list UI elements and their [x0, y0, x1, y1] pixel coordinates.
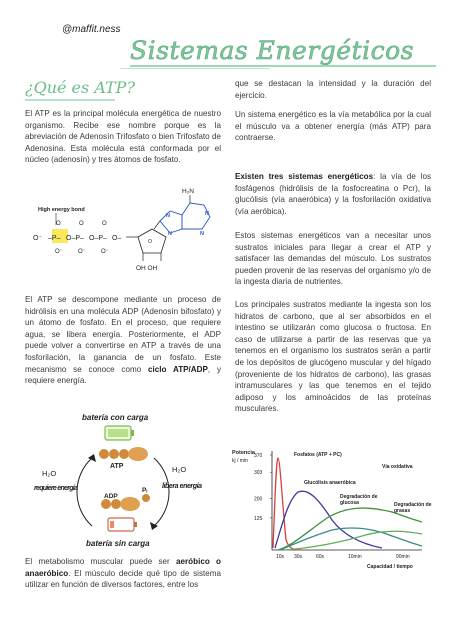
paragraph-substrates: Estos sistemas energéticos van a necesitar unos sustratos iniciales para llegar a crear el ATP y satisfacer las demandas del músculo. Los sustratos pueden provenir de las reservas del organismo y/o de la ingesta diaria de nutrientes.: [235, 231, 431, 287]
svg-text:O⁻: O⁻: [101, 249, 109, 255]
svg-text:O⁻: O⁻: [78, 249, 86, 255]
ribose-oh-labels: OH OH: [136, 265, 158, 272]
paragraph-intensity: que se destacan la intensidad y la duración del ejercicio.: [235, 79, 431, 100]
atp-adp-cycle-diagram: [30, 408, 220, 553]
svg-text:O⁻: O⁻: [55, 249, 63, 255]
chart-series-label: Fosfatos (ATP + PC): [294, 452, 342, 458]
amine-group-label: H₂N: [182, 188, 194, 195]
title-underline: [130, 65, 436, 67]
title-underline-secondary: [120, 68, 270, 69]
chart-series-label: Vía oxidativa: [382, 464, 413, 470]
page-title-block: [130, 36, 436, 68]
empty-battery-icon: [108, 518, 137, 531]
water-right-label: H₂O: [172, 465, 187, 474]
atp-adp-cycle-term: ciclo ATP/ADP: [148, 364, 208, 374]
adp-label: ADP: [104, 493, 118, 500]
chart-series-line: [273, 458, 302, 550]
svg-text:O–P–: O–P–: [89, 235, 107, 242]
svg-text:N: N: [168, 231, 172, 237]
chart-y-tick-label: 370: [254, 453, 263, 459]
paragraph-energy-system-definition: Un sistema energético es la vía metabólica por la cual el músculo va a obtener energía (más ATP) para contraerse.: [235, 110, 431, 143]
section-heading-atp: ¿Qué es ATP?: [25, 78, 136, 97]
heading-underline: [25, 99, 115, 101]
requires-energy-label: requiere energía: [34, 485, 78, 492]
svg-text:N: N: [205, 211, 209, 217]
chart-y-label: Potencia: [232, 450, 255, 456]
chart-y-tick-label: 200: [254, 496, 263, 503]
paragraph-main-substrates: Los principales sustratos mediante la ingesta son los hidratos de carbono, que al ser absorbidos en el intestino se utilizarán como glucosa o fructosa. En caso de utilizarse a partir de las reservas que ya tenemos en el organismo los sustratos serán a partir de los depósitos de glucógeno muscular y del hígado (proveniente de los hidratos de carbono), las grasas intramusculares y las que tenemos en el tejido adiposo y los aminoácidos de las proteínas musculares.: [235, 300, 431, 414]
chart-x-tick-label: 90min: [396, 554, 410, 560]
paragraph-metabolism-text-a: El metabolismo muscular puede ser: [25, 557, 177, 566]
svg-text:O: O: [79, 221, 84, 227]
svg-text:O: O: [148, 239, 152, 245]
releases-energy-label: libera energía: [162, 483, 202, 490]
chart-series-line: [278, 508, 422, 550]
svg-text:O–: O–: [112, 235, 122, 242]
chart-x-tick-label: 10s: [276, 554, 285, 560]
svg-text:N: N: [200, 231, 204, 237]
chart-x-label: Capacidad / tiempo: [367, 564, 413, 570]
aerobic-anaerobic-term: aeróbico o anaeróbico: [25, 557, 221, 578]
chart-y-tick-label: 125: [254, 515, 263, 522]
chart-x-tick-label: 30s: [294, 554, 303, 560]
author-handle: @maffit.ness: [62, 24, 121, 35]
svg-text:–P–: –P–: [48, 235, 61, 242]
empty-battery-label: batería sin carga: [86, 539, 150, 548]
chart-x-tick-label: 10min: [348, 554, 362, 560]
svg-text:O⁻: O⁻: [33, 235, 43, 242]
svg-text:O: O: [102, 221, 107, 227]
atp-molecule-icon: [99, 447, 148, 461]
paragraph-three-systems: [235, 171, 431, 217]
charged-battery-label: batería con carga: [82, 413, 149, 422]
energy-systems-chart: [232, 440, 432, 580]
chart-y-unit: kj / min: [232, 458, 248, 464]
svg-text:O–P–: O–P–: [66, 235, 84, 242]
phosphate-label: Pᵢ: [142, 487, 148, 494]
chart-series-label: Glucólisis anaeróbica: [304, 480, 356, 486]
paragraph-atp-definition: El ATP es la principal molécula energética de nuestro organismo. Recibe ese nombre porque es la abreviación de Adenosín Trifosfato o bien Trifosfato de Adenosina. Esta molécula está conformada por el núcleo (adenosín) y tres átomos de fosfato.: [25, 109, 221, 165]
three-systems-term: Existen tres sistemas energéticos: [235, 172, 374, 181]
chart-series-label: Degradación de grasas: [394, 502, 432, 514]
paragraph-three-systems-text: : la vía de los fosfágenos (hidrólisis de la fosfocreatina o Pcr), la glucólisis (vía anaeróbica) y la fosforilación oxidativa (vía aeróbica).: [235, 172, 431, 216]
paragraph-metabolism-text-b: . El músculo decide qué tipo de sistema utilizar en función de diversos factores, entre los: [25, 568, 221, 590]
page-title: Sistemas Energéticos: [130, 36, 414, 65]
chart-series-label: Degradación de glucosa: [340, 494, 378, 506]
chart-x-tick-label: 60s: [316, 554, 325, 560]
atp-molecule-diagram: [30, 185, 220, 280]
paragraph-atp-cycle: [25, 294, 221, 387]
paragraph-atp-cycle-text-b: , y requiere energía.: [25, 364, 221, 386]
svg-text:N: N: [166, 213, 170, 219]
charged-battery-icon: [105, 426, 134, 440]
water-left-label: H₂O: [42, 469, 57, 478]
chart-y-tick-label: 303: [254, 470, 263, 477]
high-energy-bond-label: High energy bond: [38, 207, 85, 213]
paragraph-metabolism: [25, 556, 221, 591]
atp-label: ATP: [110, 463, 124, 470]
svg-text:O: O: [56, 221, 61, 227]
paragraph-atp-cycle-text-a: El ATP se descompone mediante un proceso de hidrólisis en una molécula ADP (Adenosín bifosfato) y un átomo de fosfato. En el proceso, que requiere agua, se libera energía. Posteriormente, el ADP puede volver a convertirse en ATP a través de una fosforilación, la ganancia de un fosfato. Este mecanismo se conoce como: [25, 295, 221, 374]
